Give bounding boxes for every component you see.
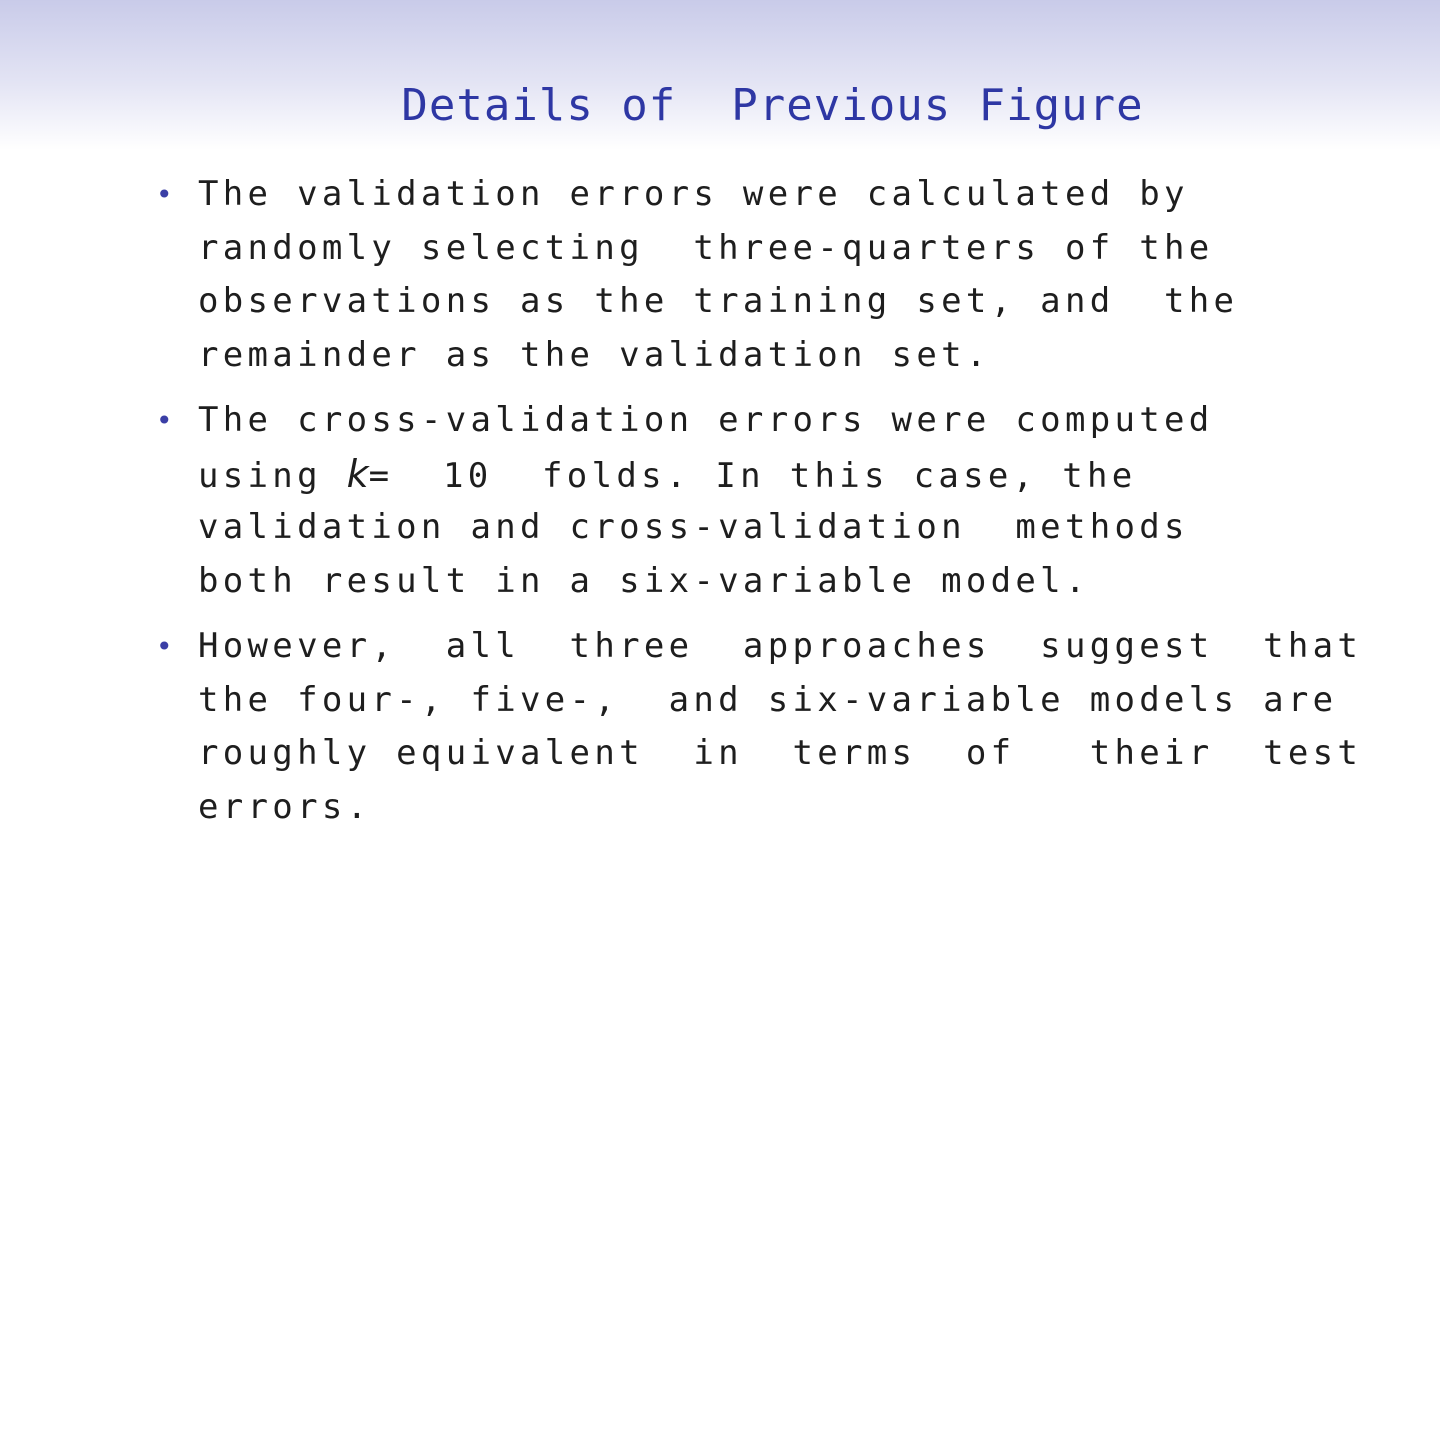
math-line-before: using [198,455,347,496]
bullet-item-validation [150,168,1310,382]
bullet-line: errors. [198,786,372,827]
bullet-line: The cross-validation errors were computed [198,400,1214,440]
bullet-line: the four-, five-, and six-variable models are [198,679,1338,720]
slide-title: Details of Previous Figure [401,80,1144,131]
bullet-line: remainder as the validation set. [198,334,991,375]
bullet-line: roughly equivalent in terms of their test [198,733,1363,773]
bullet-line: validation and cross-validation methods [198,507,1189,547]
bullet-dot-icon: • [156,630,173,663]
bullet-line: However, all three approaches suggest that [198,626,1363,666]
bullet-dot-icon: • [156,178,173,211]
bullet-item-approaches [150,620,1363,834]
bullet-line: observations as the training set, and the [198,281,1239,321]
math-line-after: = 10 folds. In this case, the [368,455,1137,496]
bullet-line: The validation errors were calculated by [198,174,1189,214]
bullet-line: randomly selecting three-quarters of the [198,227,1214,268]
bullet-list [150,168,1363,846]
bullet-line-math [198,448,1310,502]
bullet-line: both result in a six-variable model. [198,560,1090,601]
bullet-item-cross-validation [150,394,1310,608]
bullet-dot-icon: • [156,404,173,437]
math-variable-k: k [346,451,369,496]
